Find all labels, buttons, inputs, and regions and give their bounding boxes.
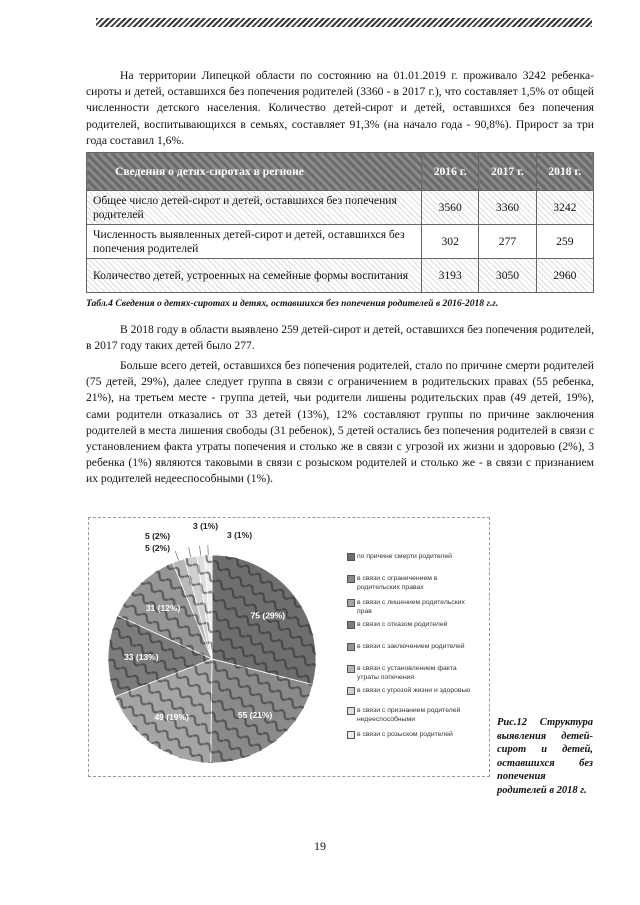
legend-swatch [347, 575, 355, 583]
table-cell-value: 3050 [479, 259, 536, 293]
legend-swatch [347, 731, 355, 739]
table-cell-value: 3242 [536, 191, 593, 225]
page-number: 19 [314, 839, 326, 853]
legend-swatch [347, 621, 355, 629]
table-row [87, 191, 594, 225]
paragraph-2018: В 2018 году в области выявлено 259 детей-сирот и детей, оставшихся без попечения родителей, в 2017 году таких детей было 277. [86, 323, 594, 353]
header-decorative-band [96, 18, 592, 27]
legend-label: в связи с лишением родительских прав [357, 599, 465, 615]
legend-swatch [347, 707, 355, 715]
reasons-paragraph: Больше всего детей, оставшихся без попечения родителей, стало по причине смерти родителей (75 детей, 29%), далее следует группа в связи с ограничением в родительских правах (55 ребенка, 21%), на третьем месте - группа детей, чьи родители лишены родительских прав (49 детей, 19%), сами родители отказались от 33 детей (13%), 12% составляют группы по причине заключения родителей в места лишения свободы (31 ребенок), 5 детей остались без попечения родителей в связи с установлением факта утраты попечения и столько же в связи с угрозой их жизни и здоровью (2%), 3 ребенка (1%) являются таковыми в связи с розыском родителей и столько же - в связи с признанием их родителей недееспособными (1%). [86, 359, 594, 486]
legend-label: по причине смерти родителей [357, 553, 452, 560]
table-header-row [87, 153, 594, 191]
pie-slice-label: 5 (2%) [145, 543, 171, 553]
pie-leader-line [200, 546, 201, 556]
pie-slice-label: 55 (21%) [237, 710, 273, 721]
table-cell-value: 3560 [422, 191, 479, 225]
table-header-indicator: Сведения о детях-сиротах в регионе [87, 153, 422, 191]
pie-chart [88, 517, 490, 777]
table-header-2018: 2018 г. [536, 153, 593, 191]
table-header-2016: 2016 г. [422, 153, 479, 191]
pie-leader-line [189, 547, 191, 557]
table-cell-value: 277 [479, 225, 536, 259]
intro-paragraph: На территории Липецкой области по состоянию на 01.01.2019 г. проживало 3242 ребенка-сироты и детей, оставшихся без попечения родителей (3360 - в 2017 г.), что составляет 1,5% от общей численности детского населения. Количество детей-сирот и детей, оставшихся без попечения родителей, воспитывающихся в семьях, составляет 91,3% (на начало года - 90,8%). Прирост за три года составил 1,6%. [86, 69, 594, 147]
legend-label: в связи с заключением родителей [357, 643, 465, 650]
pie-slice-label: 31 (12%) [145, 602, 181, 613]
pie-slice-label: 49 (19%) [154, 712, 189, 723]
pie-slice-label: 75 (29%) [250, 610, 286, 621]
legend-label: в связи с угрозой жизни и здоровью [357, 687, 471, 694]
pie-slice-label: 3 (1%) [193, 521, 219, 531]
table-row [87, 259, 594, 293]
legend-swatch [347, 599, 355, 607]
legend-swatch [347, 553, 355, 561]
table-cell-label: Общее число детей-сирот и детей, оставшихся без попечения родителей [87, 191, 422, 225]
legend-label: в связи с розыском родителей [357, 731, 453, 738]
table-cell-value: 2960 [536, 259, 593, 293]
figure-caption: Рис.12 Структура выявления детей-сирот и детей, оставшихся без попечения родителей в 2018 г. [497, 717, 593, 796]
pie-leader-line [175, 551, 178, 560]
pie-slice-label: 3 (1%) [227, 530, 253, 540]
orphans-stats-table [86, 152, 594, 293]
legend-label: в связи с признанием родителей недееспособными [357, 707, 461, 723]
table-cell-value: 3360 [479, 191, 536, 225]
legend-label: в связи с установлением факта утраты попечения [357, 665, 457, 681]
pie-slice-label: 33 (13%) [124, 651, 159, 662]
table-cell-label: Количество детей, устроенных на семейные формы воспитания [87, 259, 422, 293]
legend-swatch [347, 665, 355, 673]
table-cell-label: Численность выявленных детей-сирот и детей, оставшихся без попечения родителей [87, 225, 422, 259]
table-cell-value: 3193 [422, 259, 479, 293]
table-row [87, 225, 594, 259]
pie-slice-label: 5 (2%) [145, 531, 171, 541]
legend-label: в связи с отказом родителей [357, 621, 448, 628]
table-header-2017: 2017 г. [479, 153, 536, 191]
legend-label: в связи с ограничением в родительских правах [357, 575, 438, 591]
legend-swatch [347, 643, 355, 651]
legend-swatch [347, 687, 355, 695]
table-cell-value: 302 [422, 225, 479, 259]
table-caption: Табл.4 Сведения о детях-сиротах и детях, оставшихся без попечения родителей в 2016-2018 г.г. [86, 298, 499, 309]
table-cell-value: 259 [536, 225, 593, 259]
